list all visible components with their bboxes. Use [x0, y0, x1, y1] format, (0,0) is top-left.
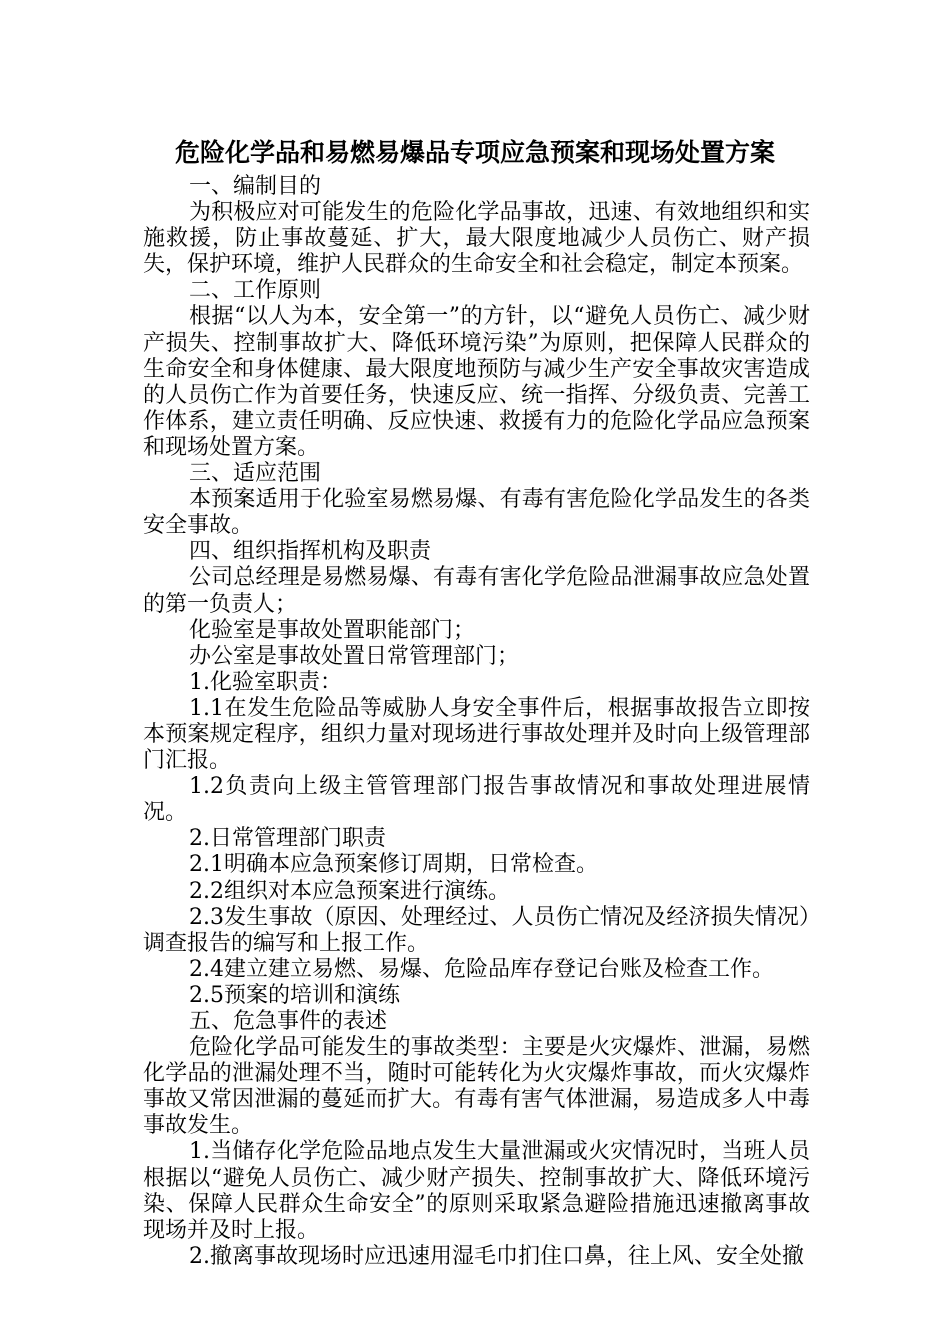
paragraph: 化验室是事故处置职能部门； — [189, 617, 476, 643]
section-heading: 二、工作原则 — [189, 278, 322, 304]
paragraph: 本预案适用于化验室易燃易爆、有毒有害危险化学品发生的各类安全事故。 — [143, 487, 810, 539]
section-heading: 四、组织指挥机构及职责 — [189, 539, 432, 565]
paragraph: 根据“以人为本，安全第一”的方针，以“避免人员伤亡、减少财产损失、控制事故扩大、降低环境污染”为原则，把保障人民群众的生命安全和身体健康、最大限度地预防与减少生产安全事故灾害造成的人员伤亡作为首要任务，快速反应、统一指挥、分级负责、完善工作体系，建立责任明确、反应快速、救援有力的危险化学品应急预案和现场处置方案。 — [143, 304, 810, 460]
paragraph: 2.5预案的培训和演练 — [189, 982, 400, 1008]
paragraph: 2.1明确本应急预案修订周期，日常检查。 — [189, 852, 598, 878]
paragraph: 2.3发生事故（原因、处理经过、人员伤亡情况及经济损失情况）调查报告的编写和上报工作。 — [143, 904, 810, 956]
paragraph: 2.4建立建立易燃、易爆、危险品库存登记台账及检查工作。 — [189, 956, 774, 982]
paragraph: 办公室是事故处置日常管理部门； — [189, 643, 520, 669]
subsection-heading: 2.日常管理部门职责 — [189, 826, 386, 852]
section-heading: 一、编制目的 — [189, 174, 322, 199]
section-heading: 五、危急事件的表述 — [189, 1009, 388, 1034]
paragraph: 危险化学品可能发生的事故类型：主要是火灾爆炸、泄漏，易燃化学品的泄漏处理不当，随时可能转化为火灾爆炸事故，而火灾爆炸事故又常因泄漏的蔓延而扩大。有毒有害气体泄漏，易造成多人中毒事故发生。 — [143, 1035, 810, 1139]
document-title: 危险化学品和易燃易爆品专项应急预案和现场处置方案 — [174, 138, 775, 167]
paragraph: 1.当储存化学危险品地点发生大量泄漏或火灾情况时，当班人员根据以“避免人员伤亡、减少财产损失、控制事故扩大、降低环境污染、保障人民群众生命安全”的原则采取紧急避险措施迅速撤离事故现场并及时上报。 — [143, 1139, 810, 1243]
subsection-heading: 1.化验室职责： — [189, 669, 342, 695]
paragraph: 2.撤离事故现场时应迅速用湿毛巾扪住口鼻，往上风、安全处撤 — [189, 1243, 804, 1269]
section-heading: 三、适应范围 — [189, 461, 322, 487]
paragraph: 1.2负责向上级主管管理部门报告事故情况和事故处理进展情况。 — [143, 774, 810, 826]
paragraph: 1.1在发生危险品等威胁人身安全事件后，根据事故报告立即按本预案规定程序，组织力量对现场进行事故处理并及时向上级管理部门汇报。 — [143, 695, 810, 774]
paragraph: 2.2组织对本应急预案进行演练。 — [189, 878, 510, 904]
document-body — [143, 174, 810, 1270]
paragraph: 公司总经理是易燃易爆、有毒有害化学危险品泄漏事故应急处置的第一负责人； — [143, 565, 810, 617]
paragraph: 为积极应对可能发生的危险化学品事故，迅速、有效地组织和实施救援，防止事故蔓延、扩大，最大限度地减少人员伤亡、财产损失，保护环境，维护人民群众的生命安全和社会稳定，制定本预案。 — [143, 200, 810, 278]
